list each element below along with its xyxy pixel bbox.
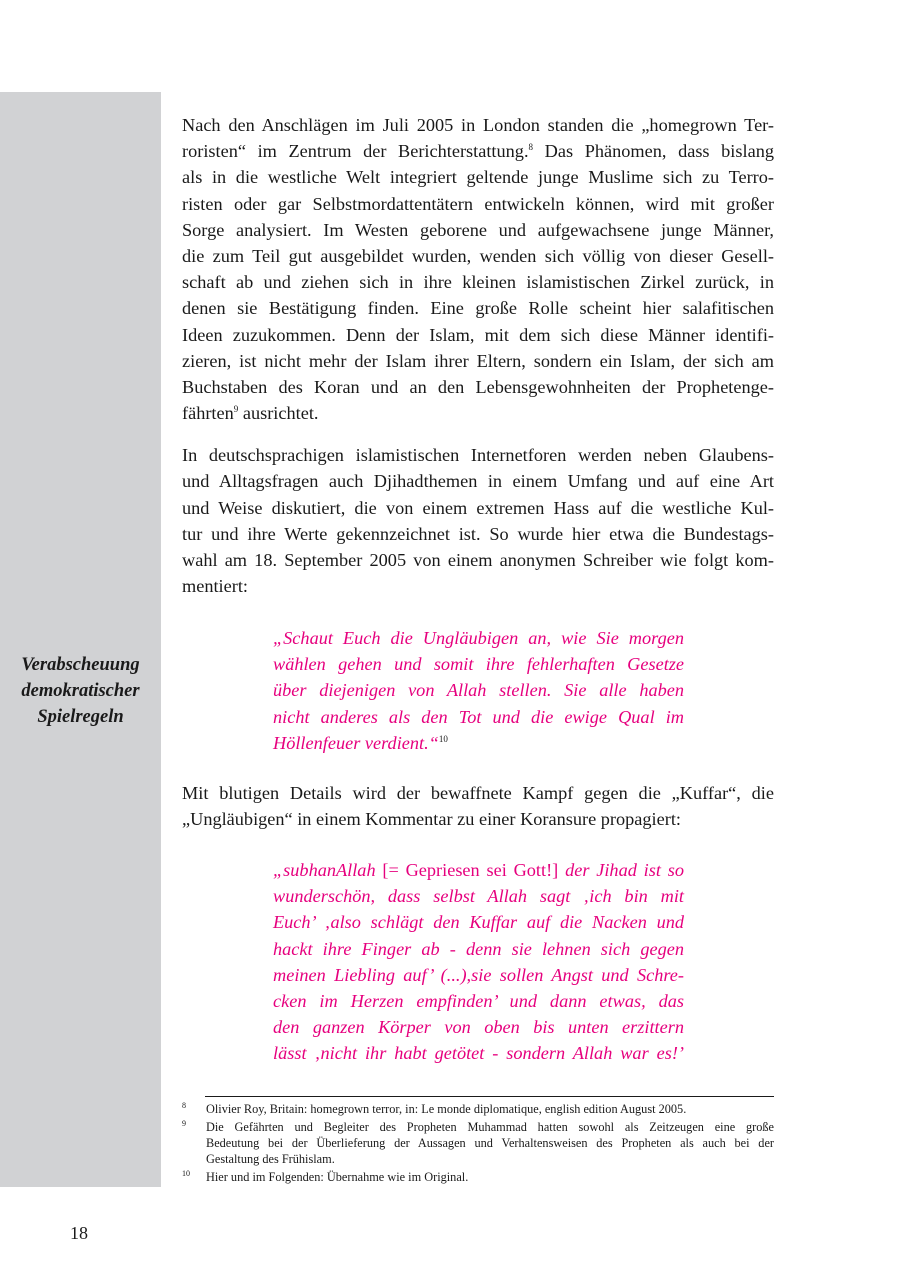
page-number: 18 [70,1223,88,1243]
quote-line [273,857,684,883]
text-line: „Ungläubigen“ in einem Kommentar zu einer Koransure propagiert: [182,809,681,830]
text-line: und Weise diskutiert, die von einem extremen Hass auf die westliche Kul- [182,497,774,518]
text-line: Mit blutigen Details wird der bewaffnete Kampf gegen die „Kuffar“, die [182,783,774,803]
quote-line [273,730,684,756]
footnote-line: Hier und im Folgenden: Übernahme wie im Original. [206,1170,469,1184]
text-line: die zum Teil gut ausgebildet wurden, wenden sich völlig von dieser Gesell- [182,245,774,266]
footnote-9 [182,1119,774,1167]
margin-note-line: demokratischer [21,681,140,701]
quote-line: wählen gehen und somit ihre fehlerhaften Gesetze [273,654,684,675]
text-line: wahl am 18. September 2005 von einem anonymen Schreiber wie folgt kom- [182,550,774,570]
footnote-mark[interactable]: 8 [528,142,534,153]
margin-sidebar [0,92,161,1187]
text-line: Ideen zuzukommen. Denn der Islam, mit dem sich diese Männer identifi- [182,324,774,345]
quote-line: wunderschön, dass selbst Allah sagt ‚ich bin mit [273,886,684,907]
text-line: mentiert: [182,576,248,597]
quote-line: hackt ihre Finger ab - denn sie lehnen sich gegen [273,938,684,959]
footnote-mark[interactable]: 9 [233,404,239,415]
blockquote-2 [273,857,684,1067]
text-line: denen sie Bestätigung finden. Eine große Rolle scheint hier salafitischen [182,298,774,319]
main-text [182,112,774,599]
footnote-line: Die Gefährten und Begleiter des Propheten Muhammad hatten sowohl als Zeitzeugen eine große [206,1120,774,1134]
quote-line: „Schaut Euch die Ungläubigen an, wie Sie morgen [273,628,684,648]
blockquote-1 [273,625,684,756]
text-line: und Alltagsfragen auch Djihadthemen in einem Umfang und auf eine Art [182,471,774,492]
footnote-number: 10 [182,1169,190,1178]
text-line: Sorge analysiert. Im Westen geborene und aufgewachsene junge Männer, [182,219,774,240]
margin-note [0,652,161,730]
quote-line: den ganzen Körper von oben bis unten erzittern [273,1017,684,1038]
text-segment: fährten [182,403,234,424]
paragraph-1 [182,112,774,426]
footnote-divider [205,1096,774,1097]
footnote-mark[interactable]: 10 [438,733,448,744]
quote-line: Euch’ ‚also schlägt den Kuffar auf die Nacken und [273,912,684,933]
quote-line: nicht anderes als den Tot und die ewige Qual im [273,706,684,727]
quote-segment: Höllenfeuer verdient.“ [273,732,439,753]
quote-line: über diejenigen von Allah stellen. Sie alle haben [273,680,684,701]
text-line: risten oder gar Selbstmordattentätern entwickeln können, wird mit großer [182,193,774,214]
text-line: tur und ihre Werte gekennzeichnet ist. So wurde hier etwa die Bundestags- [182,523,774,544]
quote-line: cken im Herzen empfinden’ und dann etwas, das [273,990,684,1011]
quote-segment: der Jihad ist so [565,860,684,880]
footnote-number: 8 [182,1101,186,1110]
text-line [182,138,774,164]
footnote-10 [182,1169,774,1185]
text-segment: Das Phänomen, dass bislang [544,141,774,162]
footnote-8 [182,1101,774,1117]
quote-line: meinen Liebling auf’ (...),sie sollen Angst und Schre- [273,964,684,985]
text-line: schaft ab und ziehen sich in ihre kleinen islamistischen Zirkel zurück, in [182,272,774,293]
text-line: In deutschsprachigen islamistischen Internetforen werden neben Glaubens- [182,445,774,466]
text-segment: ausrichtet. [242,403,319,424]
text-line [182,400,774,426]
text-line: zieren, ist nicht mehr der Islam ihrer Eltern, sondern ein Islam, der sich am [182,350,774,371]
footnotes [182,1101,774,1185]
margin-note-line: Spielregeln [37,707,124,727]
paragraph-3 [182,780,774,832]
text-segment: roristen“ im Zentrum der Berichterstattung. [182,141,529,162]
margin-note-line: Verabscheuung [21,655,140,675]
text-line: Buchstaben des Koran und an den Lebensgewohnheiten der Prophetenge- [182,376,774,397]
quote-segment: [= Gepriesen sei Gott!] [382,860,559,880]
main-text-continued [182,780,774,832]
text-line: Nach den Anschlägen im Juli 2005 in London standen die „homegrown Ter- [182,115,774,135]
footnote-number: 9 [182,1119,186,1128]
quote-segment: „subhanAllah [273,860,376,880]
footnote-line: Olivier Roy, Britain: homegrown terror, in: Le monde diplomatique, english edition August 2005. [206,1102,687,1116]
footnote-line: Gestaltung des Frühislam. [206,1152,335,1166]
quote-line: lässt ‚nicht ihr habt getötet - sondern Allah war es!’ [273,1043,684,1064]
text-line: als in die westliche Welt integriert geltende junge Muslime sich zu Terro- [182,167,774,188]
paragraph-2 [182,442,774,599]
footnote-line: Bedeutung bei der Überlieferung der Aussagen und Verhaltensweisen des Propheten als auch bei der [206,1136,774,1150]
